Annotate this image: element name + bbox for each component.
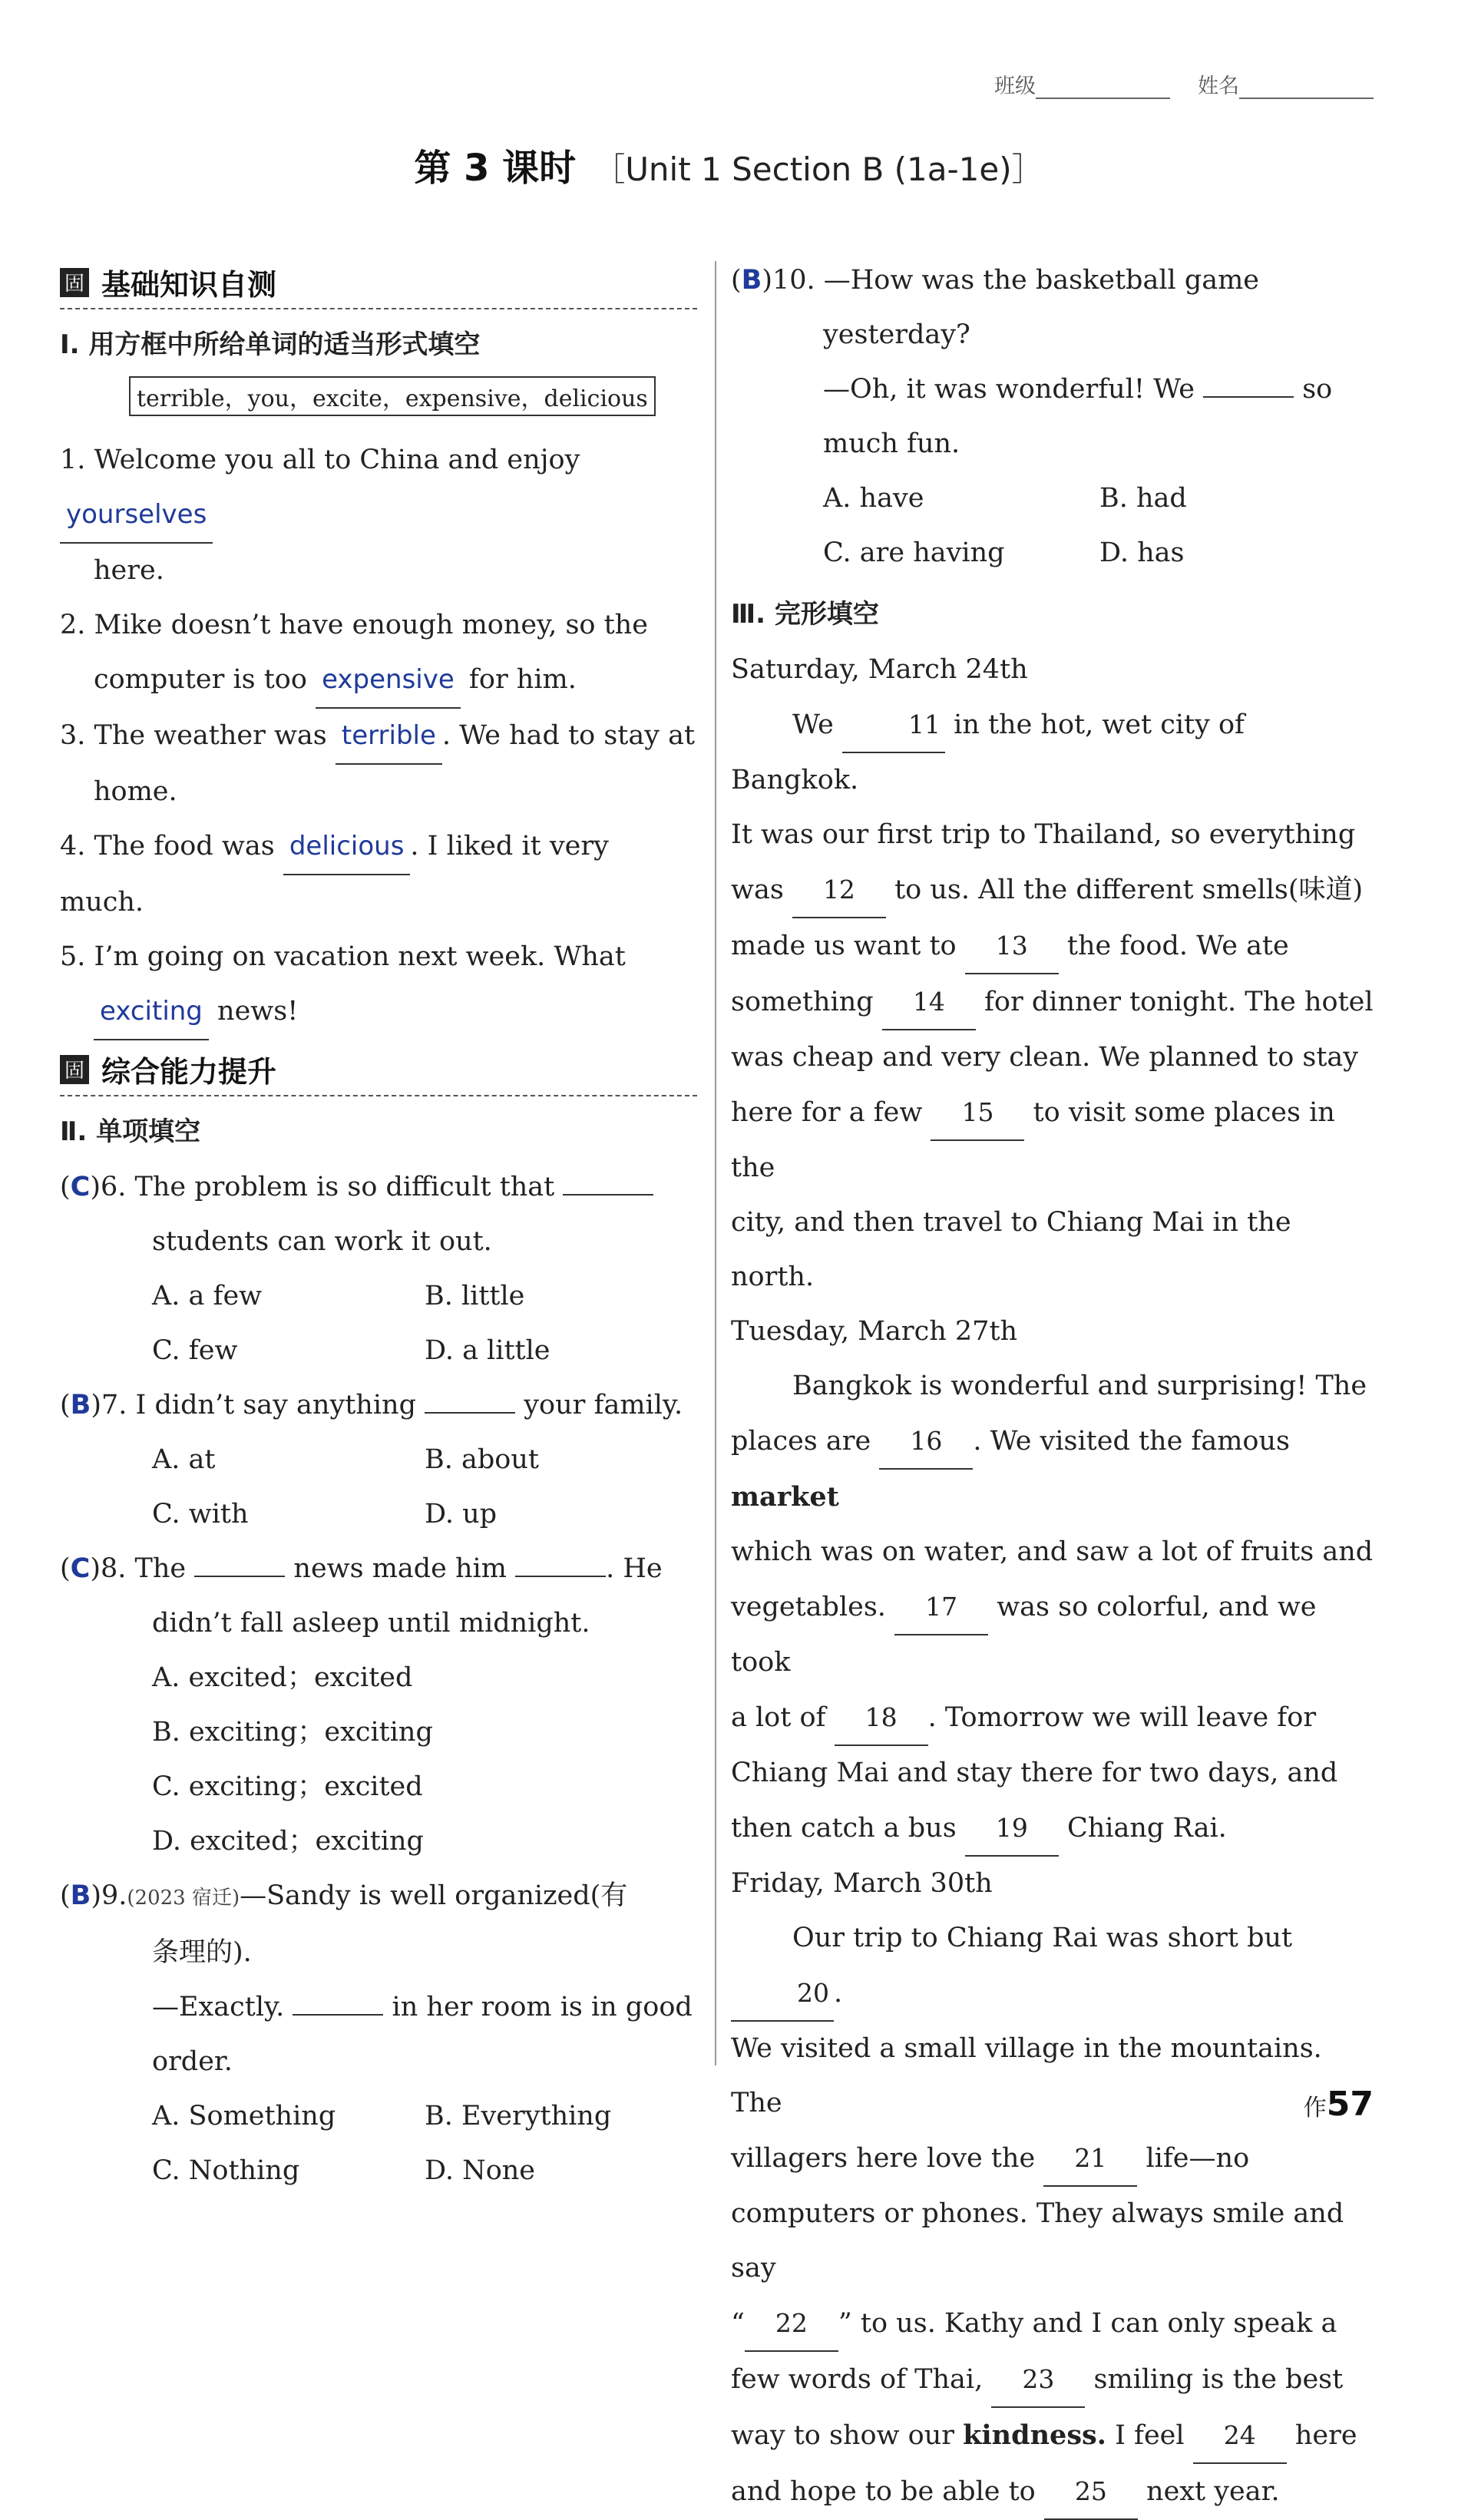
question-3: [60, 709, 697, 765]
diary-date-2: Tuesday, March 27th: [731, 1316, 1018, 1347]
text-line: [60, 1651, 697, 1705]
text-line: [731, 1196, 1376, 1305]
text-line: [731, 2187, 1376, 2296]
lesson-title: 第 3 课时: [414, 147, 577, 190]
text-span: for him.: [468, 664, 577, 695]
part2-title: Ⅱ. 单项填空: [60, 1116, 201, 1147]
text-span: ” to us. Kathy and I can only speak a: [838, 2308, 1337, 2339]
text-line: [731, 1690, 1376, 1746]
option-c[interactable]: C. few: [152, 1335, 238, 1366]
cloze-blank-18[interactable]: 18: [835, 1690, 928, 1746]
text-span: 10. —How was the basketball game: [772, 265, 1259, 296]
text-span: news made him: [293, 1553, 507, 1584]
diary-date-3: Friday, March 30th: [731, 1868, 993, 1899]
blank[interactable]: [563, 1172, 653, 1196]
cloze-blank-17[interactable]: 17: [894, 1579, 988, 1635]
text-span: here.: [94, 555, 164, 586]
text-line: [60, 765, 697, 819]
text-span: Our trip to Chiang Rai was short but: [792, 1923, 1293, 1953]
text-line: [60, 2089, 697, 2144]
text-span: was so colorful, and we took: [731, 1592, 1317, 1678]
question-5: [60, 930, 697, 984]
text-span: computer is too: [94, 664, 307, 695]
student-info: [994, 69, 1374, 99]
choice-answer-7[interactable]: B: [70, 1390, 91, 1420]
text-span: 5. I’m going on vacation next week. What: [60, 941, 626, 972]
text-line: [731, 1746, 1376, 1801]
question-9: (B)9.(2023 宿迁)—Sandy is well organized(有: [60, 1880, 628, 1911]
blank[interactable]: [515, 1554, 606, 1577]
text-line: [731, 808, 1376, 862]
unit-title: ［Unit 1 Section B (1a-1e)］: [593, 150, 1044, 188]
section-badge-icon: 固: [60, 268, 89, 297]
text-span: life—no: [1146, 2143, 1250, 2174]
text-span: news!: [217, 996, 299, 1027]
text-line: [60, 1926, 697, 1980]
answer-1[interactable]: yourselves: [60, 488, 213, 544]
text-line: [731, 2131, 1376, 2187]
question-1: [60, 433, 697, 544]
cloze-blank-12[interactable]: 12: [792, 862, 886, 918]
text-span: . We had to stay at: [441, 720, 696, 751]
text-span: to visit some places in the: [731, 1097, 1335, 1183]
text-span: Chiang Mai and stay there for two days, and: [731, 1758, 1338, 1788]
cloze-blank-11[interactable]: 11: [842, 697, 945, 753]
choice-answer-8[interactable]: C: [70, 1553, 91, 1584]
cloze-blank-13[interactable]: 13: [965, 918, 1059, 974]
section-title: 基础知识自测: [101, 268, 277, 302]
text-line: [60, 984, 697, 1040]
diary-date-1: Saturday, March 24th: [731, 654, 1028, 685]
cloze-blank-19[interactable]: 19: [965, 1801, 1059, 1857]
cloze-blank-20[interactable]: 20: [731, 1966, 834, 2022]
option-b[interactable]: B. Everything: [425, 2101, 612, 2131]
right-column: [731, 253, 1376, 2520]
option-d[interactable]: D. a little: [425, 1335, 550, 1366]
text-span: It was our first trip to Thailand, so everything: [731, 819, 1356, 850]
text-span: 7. I didn’t say anything: [101, 1390, 416, 1420]
text-span: places are: [731, 1426, 871, 1457]
text-span: 条理的).: [152, 1937, 252, 1968]
text-line: [731, 1579, 1376, 1690]
option-c[interactable]: C. exciting；excited: [152, 1771, 423, 1802]
text-span: 9.: [101, 1880, 127, 1911]
text-span: “: [731, 2308, 745, 2339]
cloze-blank-23[interactable]: 23: [991, 2352, 1085, 2408]
text-span: computers or phones. They always smile and say: [731, 2198, 1344, 2284]
text-line: [60, 1324, 697, 1378]
text-line: [731, 974, 1376, 1030]
text-span: We: [792, 709, 834, 740]
cloze-blank-25[interactable]: 25: [1044, 2464, 1138, 2520]
text-span: was cheap and very clean. We planned to stay: [731, 1042, 1359, 1073]
text-line: [731, 2464, 1376, 2520]
cloze-blank-21[interactable]: 21: [1043, 2131, 1137, 2187]
text-line: [731, 918, 1376, 974]
page-title: [0, 138, 1458, 191]
text-line: [731, 2296, 1376, 2352]
text-line: [731, 1030, 1376, 1085]
text-line: [731, 1085, 1376, 1196]
option-b[interactable]: B. exciting；exciting: [152, 1717, 433, 1748]
text-line: [60, 1269, 697, 1324]
option-c[interactable]: C. are having: [823, 537, 1005, 568]
choice-answer-6[interactable]: C: [70, 1172, 91, 1202]
text-span: and hope to be able to: [731, 2476, 1036, 2507]
name-label: 姓名: [1198, 74, 1239, 98]
choice-answer-9[interactable]: B: [70, 1880, 91, 1911]
option-b[interactable]: B. had: [1099, 483, 1187, 514]
section-header-basic: [60, 261, 697, 309]
text-line: [731, 1911, 1376, 2022]
class-blank[interactable]: [1036, 78, 1170, 99]
page-number: [1304, 2085, 1374, 2124]
text-line: [731, 2408, 1376, 2464]
text-line: [731, 2352, 1376, 2408]
option-a[interactable]: A. at: [152, 1444, 216, 1475]
text-span: market: [731, 1481, 839, 1513]
text-span: in her room is in good: [392, 1992, 693, 2022]
question-6: (C)6. The problem is so difficult that: [60, 1160, 697, 1215]
text-span: smiling is the best: [1093, 2364, 1344, 2395]
name-blank[interactable]: [1239, 78, 1374, 99]
blank[interactable]: [425, 1391, 515, 1414]
cloze-blank-15[interactable]: 15: [931, 1085, 1024, 1141]
text-span: a lot of: [731, 1702, 826, 1733]
answer-4[interactable]: delicious: [283, 819, 411, 875]
option-d[interactable]: D. None: [425, 2155, 536, 2186]
name-field[interactable]: [1198, 69, 1374, 99]
part3-title: Ⅲ. 完形填空: [731, 599, 879, 630]
text-span: the food. We ate: [1066, 931, 1289, 961]
text-span: your family.: [524, 1390, 683, 1420]
text-span: didn’t fall asleep until midnight.: [152, 1608, 590, 1639]
text-span: I feel: [1115, 2420, 1185, 2451]
text-line: [60, 653, 697, 709]
text-span: then catch a bus: [731, 1813, 957, 1844]
cloze-blank-22[interactable]: 22: [745, 2296, 838, 2352]
section-badge-icon: 固: [60, 1055, 89, 1084]
text-line: [731, 362, 1376, 417]
blank[interactable]: [293, 1993, 383, 2016]
text-span: home.: [94, 776, 177, 807]
text-line: [731, 526, 1376, 580]
text-span: Chiang Rai.: [1066, 1813, 1227, 1844]
text-span: —Oh, it was wonderful! We: [823, 374, 1195, 405]
question-4: [60, 819, 697, 930]
text-span: . I liked it very much.: [60, 831, 609, 918]
text-line: [731, 308, 1376, 362]
blank[interactable]: [194, 1554, 285, 1577]
column-divider: [715, 261, 716, 2065]
text-line: [60, 1433, 697, 1487]
text-span: for dinner tonight. The hotel: [984, 987, 1374, 1017]
text-span: Bangkok is wonderful and surprising! The: [792, 1371, 1367, 1401]
text-span: order.: [152, 2046, 233, 2077]
question-7: (B)7. I didn’t say anything your family.: [60, 1390, 683, 1420]
text-span: 1. Welcome you all to China and enjoy: [60, 445, 580, 475]
left-column: [60, 253, 697, 2198]
text-span: villagers here love the: [731, 2143, 1036, 2174]
text-span: —Sandy is well organized(有: [240, 1880, 628, 1911]
text-line: [60, 1487, 697, 1542]
answer-2[interactable]: expensive: [316, 653, 461, 709]
cloze-blank-14[interactable]: 14: [882, 974, 976, 1030]
option-b[interactable]: B. little: [425, 1281, 525, 1311]
option-a[interactable]: A. have: [823, 483, 924, 514]
answer-5[interactable]: exciting: [94, 984, 209, 1040]
text-span: 57: [1326, 2085, 1374, 2124]
option-a[interactable]: A. Something: [152, 2101, 336, 2131]
text-line: [60, 1980, 697, 2035]
text-span: 作: [1303, 2095, 1327, 2121]
text-line: [731, 1525, 1376, 1579]
text-line: [731, 417, 1376, 471]
text-span: so: [1302, 374, 1333, 405]
text-span: to us. All the different smells(味道): [894, 875, 1364, 905]
cloze-blank-16[interactable]: 16: [879, 1414, 973, 1470]
text-span: kindness.: [963, 2419, 1106, 2451]
part1-title: Ⅰ. 用方框中所给单词的适当形式填空: [60, 329, 481, 360]
text-line: [731, 1801, 1376, 1857]
text-span: 8. The: [101, 1553, 187, 1584]
text-span: . He: [606, 1553, 663, 1584]
question-10: (B)10. —How was the basketball game: [731, 265, 1259, 296]
text-line: [731, 2022, 1376, 2131]
text-span: next year.: [1146, 2476, 1280, 2507]
option-d[interactable]: D. up: [425, 1499, 498, 1530]
source-tag: (2023 宿迁): [127, 1887, 240, 1910]
cloze-blank-24[interactable]: 24: [1193, 2408, 1287, 2464]
text-line: [60, 2144, 697, 2198]
text-line: [60, 1760, 697, 1814]
option-d[interactable]: D. has: [1099, 537, 1185, 568]
text-span: 6. The problem is so difficult that: [101, 1172, 555, 1202]
text-span: here for a few: [731, 1097, 923, 1128]
text-span: much fun.: [823, 428, 960, 459]
text-span: .: [834, 1978, 843, 2009]
text-span: 2. Mike doesn’t have enough money, so the: [60, 610, 648, 640]
text-line: [60, 1705, 697, 1760]
section-title: 综合能力提升: [101, 1055, 277, 1089]
text-line: [60, 1596, 697, 1651]
text-span: . Tomorrow we will leave for: [927, 1702, 1317, 1733]
text-span: students can work it out.: [152, 1226, 492, 1257]
text-line: [60, 544, 697, 598]
text-line: [60, 2035, 697, 2089]
text-span: here: [1294, 2420, 1357, 2451]
text-span: . We visited the famous: [973, 1426, 1290, 1457]
answer-3[interactable]: terrible: [336, 709, 442, 765]
choice-answer-10[interactable]: B: [741, 265, 762, 296]
question-2: [60, 598, 697, 653]
text-span: was: [731, 875, 784, 905]
text-span: vegetables.: [731, 1592, 886, 1622]
text-line: [731, 862, 1376, 918]
question-8: (C)8. The news made him . He: [60, 1553, 663, 1584]
text-line: [60, 1814, 697, 1869]
blank[interactable]: [1203, 375, 1294, 398]
text-span: 4. The food was: [60, 831, 275, 861]
text-span: city, and then travel to Chiang Mai in the north.: [731, 1207, 1291, 1292]
text-line: [731, 471, 1376, 526]
text-span: in the hot, wet city of Bangkok.: [731, 709, 1245, 795]
text-span: way to show our: [731, 2420, 954, 2451]
text-span: —Exactly.: [152, 1992, 285, 2022]
text-line: [60, 1215, 697, 1269]
option-d[interactable]: D. excited；exciting: [152, 1826, 424, 1857]
option-b[interactable]: B. about: [425, 1444, 539, 1475]
text-span: yesterday?: [823, 319, 970, 350]
option-a[interactable]: A. a few: [152, 1281, 263, 1311]
option-a[interactable]: A. excited；excited: [152, 1662, 413, 1693]
class-label: 班级: [994, 74, 1036, 98]
text-span: few words of Thai,: [731, 2364, 984, 2395]
option-c[interactable]: C. with: [152, 1499, 249, 1530]
word-box: terrible，you，excite，expensive，delicious: [129, 376, 656, 416]
text-span: We visited a small village in the mountains. The: [731, 2033, 1322, 2118]
text-span: 3. The weather was: [60, 720, 327, 751]
text-line: [731, 1414, 1376, 1525]
section-header-advanced: [60, 1048, 697, 1096]
option-c[interactable]: C. Nothing: [152, 2155, 300, 2186]
text-line: [731, 1359, 1376, 1414]
text-line: [731, 697, 1376, 808]
text-span: made us want to: [731, 931, 957, 961]
class-field[interactable]: [994, 69, 1170, 99]
text-span: which was on water, and saw a lot of fruits and: [731, 1536, 1374, 1567]
text-span: something: [731, 987, 874, 1017]
